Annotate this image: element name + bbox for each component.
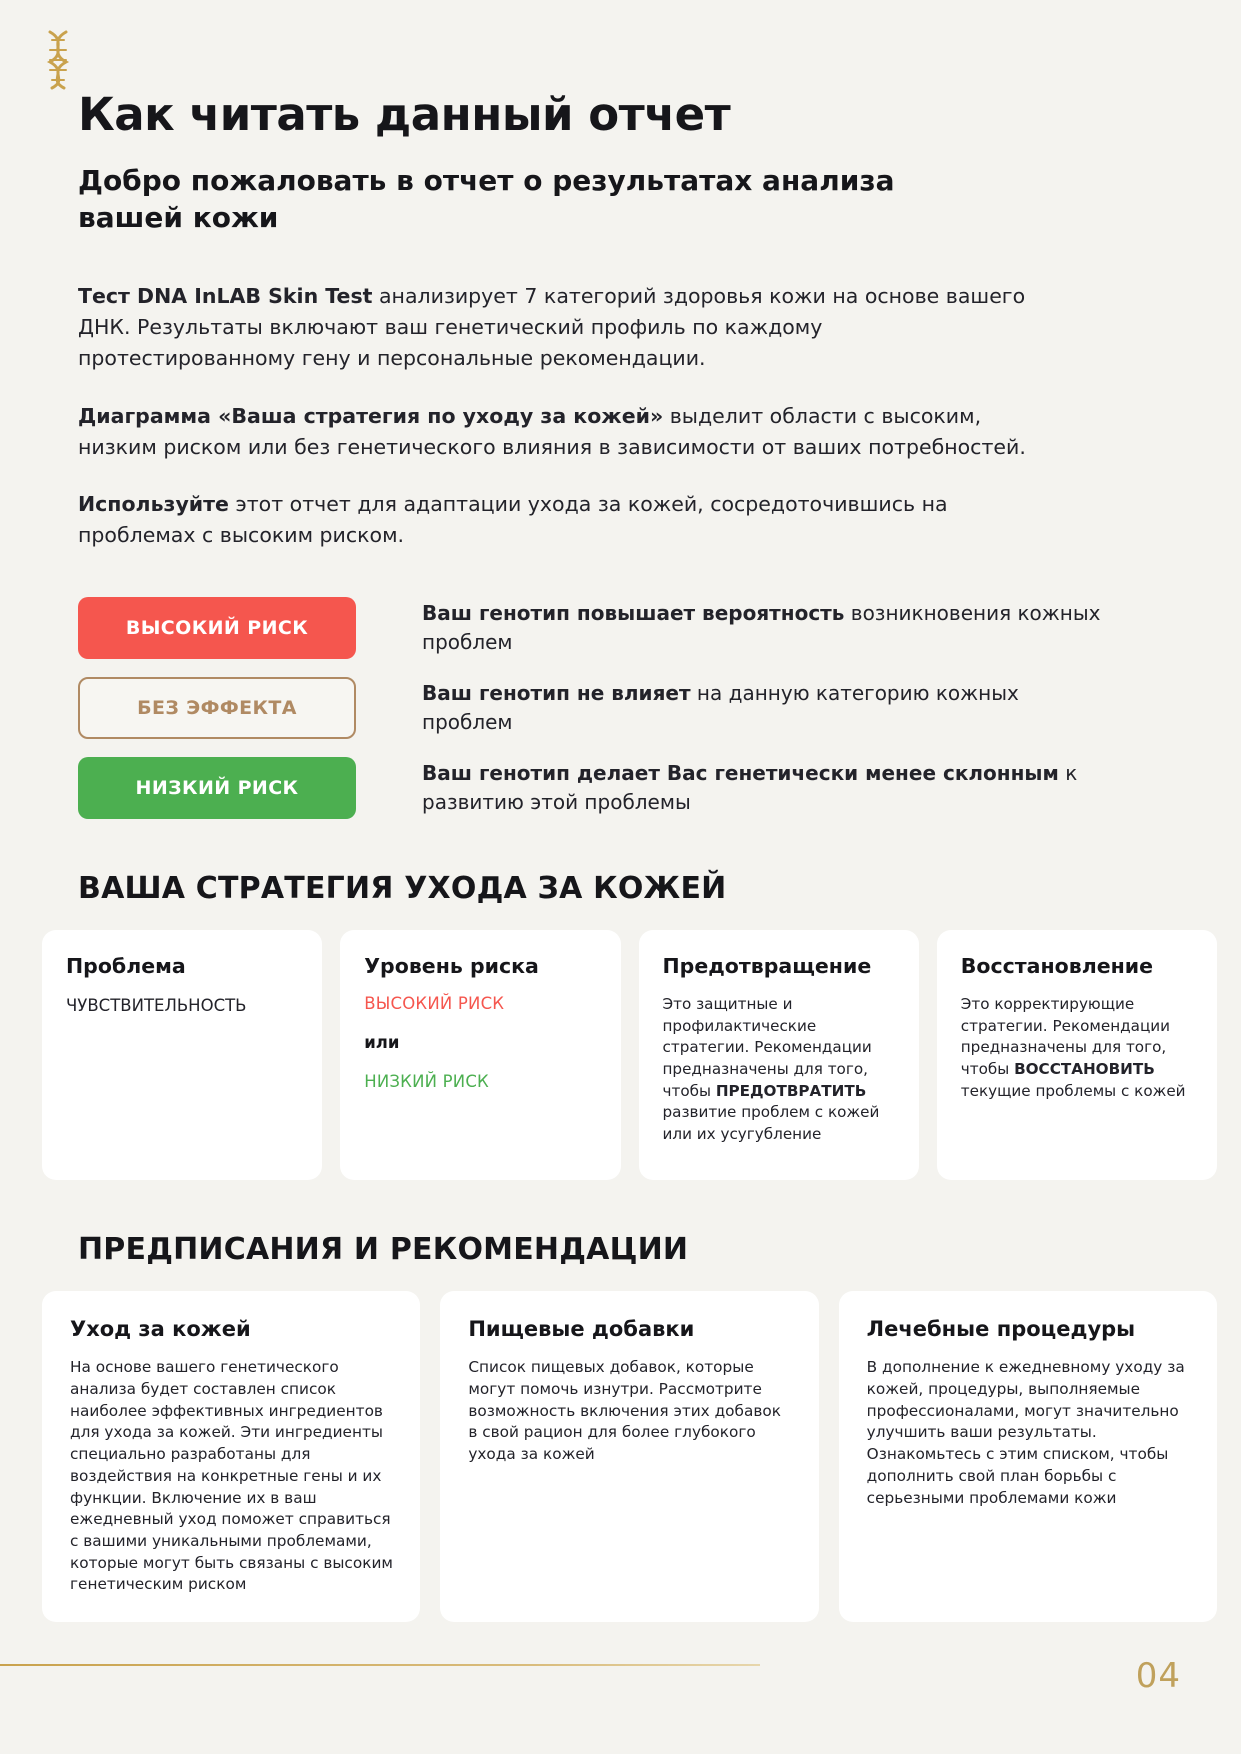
legend-text-low-risk — [422, 759, 1102, 817]
restoration-text-1: Это корректирующие стратегии. Рекомендации предназначены для того, чтобы — [960, 995, 1171, 1078]
recommendation-card-treatments-text: В дополнение к ежедневному уходу за кожей, процедуры, выполняемые профессионалами, могут значительно улучшить ваши результаты. Ознакомьтесь с этим списком, чтобы дополнить свой план борьбы с серьезными проблемами кожи — [866, 1358, 1185, 1507]
strategy-card-restoration — [937, 930, 1217, 1180]
strategy-card-risk-level — [340, 930, 620, 1180]
page-number: 04 — [1135, 1656, 1181, 1696]
intro-p2-rest: выделит области с высоким, низким риском или без генетического влияния в зависимости от ваших потребностей. — [78, 403, 1026, 459]
strategy-card-prevention — [639, 930, 919, 1180]
intro-p3-bold: Используйте — [78, 491, 229, 516]
legend-high-bold: Ваш генотип повышает вероятность — [422, 601, 845, 626]
legend-high-rest: возникновения кожных проблем — [422, 601, 1101, 655]
strategy-card-problem-value: ЧУВСТВИТЕЛЬНОСТЬ — [66, 996, 247, 1016]
recommendation-card-skincare — [42, 1291, 420, 1622]
badge-high-risk: ВЫСОКИЙ РИСК — [78, 597, 356, 659]
legend-low-rest: к развитию этой проблемы — [422, 761, 1078, 815]
recommendation-card-supplements-title: Пищевые добавки — [468, 1317, 695, 1342]
strategy-risk-low-label: НИЗКИЙ РИСК — [364, 1072, 489, 1092]
prevention-text-2: развитие проблем с кожей или их усугубление — [662, 1103, 880, 1143]
strategy-heading: ВАША СТРАТЕГИЯ УХОДА ЗА КОЖЕЙ — [78, 871, 727, 907]
footer-divider — [0, 1664, 760, 1666]
intro-paragraph-1 — [78, 281, 1038, 374]
legend-row-high-risk — [78, 597, 1181, 659]
strategy-card-restoration-text — [961, 994, 1195, 1102]
strategy-card-prevention-text — [663, 994, 897, 1145]
intro-paragraph-3 — [78, 489, 1038, 551]
strategy-card-problem-title: Проблема — [66, 954, 186, 979]
prevention-text-1: Это защитные и профилактические стратегии. Рекомендации предназначены для того, чтобы — [662, 995, 872, 1100]
legend-row-no-effect — [78, 677, 1181, 739]
recommendation-card-supplements-text: Список пищевых добавок, которые могут помочь изнутри. Рассмотрите возможность включения этих добавок в свой рацион для более глубокого ухода за кожей — [468, 1358, 781, 1464]
page-subtitle: Добро пожаловать в отчет о результатах анализа вашей кожи — [78, 163, 895, 235]
restoration-text-bold: ВОССТАНОВИТЬ — [1014, 1059, 1155, 1078]
strategy-card-prevention-title: Предотвращение — [662, 954, 872, 979]
recommendation-card-skincare-title: Уход за кожей — [70, 1317, 251, 1342]
legend-none-bold: Ваш генотип не влияет — [422, 681, 691, 706]
legend-text-no-effect — [422, 679, 1102, 737]
strategy-card-risk-title: Уровень риска — [364, 954, 539, 979]
strategy-card-problem — [42, 930, 322, 1180]
intro-p3-rest: этот отчет для адаптации ухода за кожей, сосредоточившись на проблемах с высоким риском. — [78, 491, 948, 548]
badge-no-effect: БЕЗ ЭФФЕКТА — [78, 677, 356, 739]
intro-p1-bold: Тест DNA InLAB Skin Test — [78, 284, 373, 309]
legend-text-high-risk — [422, 599, 1102, 657]
legend-none-rest: на данную категорию кожных проблем — [422, 681, 1019, 735]
strategy-cards — [42, 930, 1217, 1180]
restoration-text-2: текущие проблемы с кожей — [960, 1081, 1186, 1100]
recommendation-cards — [42, 1291, 1217, 1622]
prevention-text-bold: ПРЕДОТВРАТИТЬ — [715, 1081, 867, 1100]
strategy-card-restoration-title: Восстановление — [960, 954, 1154, 979]
risk-legend — [78, 597, 1181, 819]
page-content — [66, 88, 1186, 1622]
dna-helix-logo — [38, 28, 78, 90]
recommendation-card-skincare-text: На основе вашего генетического анализа будет составлен список наиболее эффективных ингредиентов для ухода за кожей. Эти ингредиенты специально разработаны для воздействия на конкретные гены и их функции. Включение их в ваш ежедневный уход поможет справиться с вашими уникальными проблемами, которые могут быть связаны с высоким генетическим риском — [70, 1358, 393, 1594]
badge-low-risk: НИЗКИЙ РИСК — [78, 757, 356, 819]
recommendation-card-treatments — [839, 1291, 1217, 1622]
intro-p1-rest: анализирует 7 категорий здоровья кожи на основе вашего ДНК. Результаты включают ваш генетический профиль по каждому протестированному гену и персональные рекомендации. — [78, 284, 1026, 371]
strategy-risk-high-label: ВЫСОКИЙ РИСК — [364, 994, 505, 1014]
page-title: Как читать данный отчет — [78, 88, 731, 141]
recommendation-card-supplements — [440, 1291, 818, 1622]
intro-p2-bold: Диаграмма «Ваша стратегия по уходу за кожей» — [78, 403, 664, 428]
strategy-risk-or-label: или — [364, 1033, 400, 1053]
recommendations-heading: ПРЕДПИСАНИЯ И РЕКОМЕНДАЦИИ — [78, 1232, 689, 1268]
legend-low-bold: Ваш генотип делает Вас генетически менее склонным — [422, 761, 1059, 786]
intro-paragraph-2 — [78, 401, 1038, 463]
legend-row-low-risk — [78, 757, 1181, 819]
recommendation-card-treatments-title: Лечебные процедуры — [866, 1317, 1136, 1342]
